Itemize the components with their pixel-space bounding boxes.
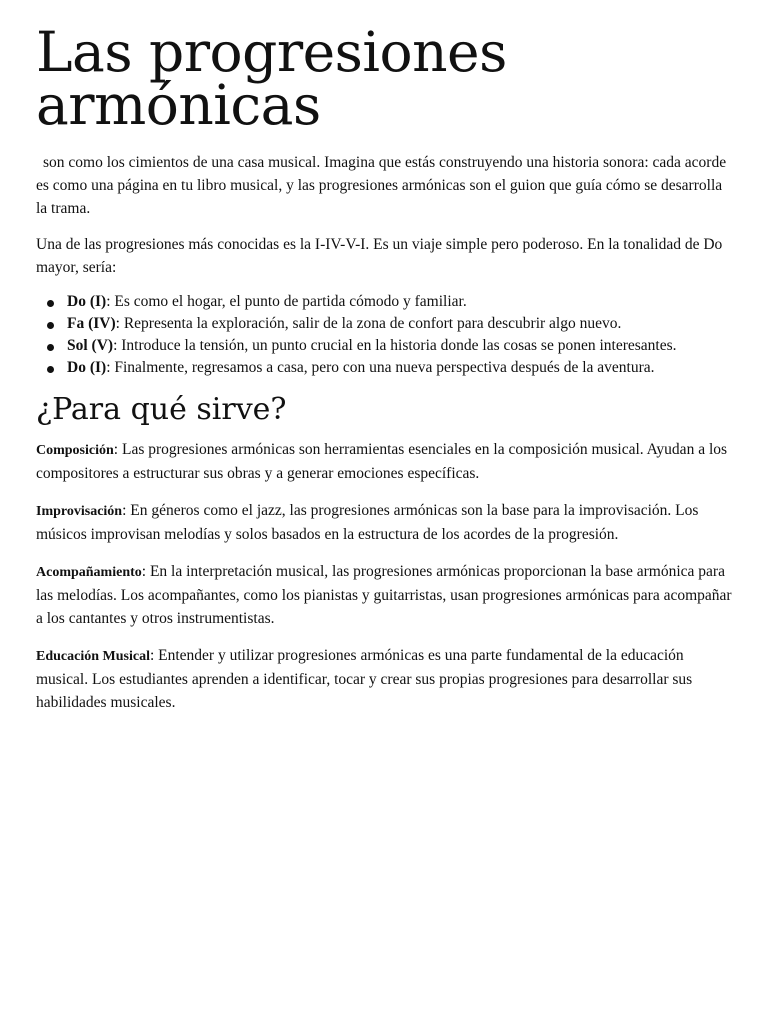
chord-term: Do (I) [67,293,107,310]
use-term: Composición [36,443,114,458]
list-item [67,335,732,357]
list-item [67,313,732,335]
use-description: : En la interpretación musical, las progresiones armónicas proporcionan la base armónica para las melodías. Los acompañantes, como los pianistas y guitarristas, usan progresiones armónicas para acompañar a los cantantes y otros instrumentistas. [36,563,732,627]
section-heading: ¿Para qué sirve? [36,392,287,427]
chord-term: Do (I) [67,359,107,376]
progression-list [36,291,732,379]
use-description: : En géneros como el jazz, las progresiones armónicas son la base para la improvisación. Los músicos improvisan melodías y solos basados en la estructura de los acordes de la progresión. [36,502,699,543]
page-title: Las progresiones armónicas [36,20,507,137]
list-item [67,291,732,313]
chord-description: : Representa la exploración, salir de la zona de confort para descubrir algo nuevo. [115,315,622,332]
use-description: : Entender y utilizar progresiones armónicas es una parte fundamental de la educación musical. Los estudiantes aprenden a identificar, tocar y crear sus propias progresiones para desarrollar sus habilidades musicales. [36,647,693,711]
list-item [67,357,732,379]
bullet-icon [47,322,54,329]
use-term: Acompañamiento [36,565,142,580]
chord-description: : Introduce la tensión, un punto crucial en la historia donde las cosas se ponen interesantes. [113,337,677,354]
progression-intro-paragraph: Una de las progresiones más conocidas es la I-IV-V-I. Es un viaje simple pero poderoso. En la tonalidad de Do mayor, sería: [36,236,723,276]
use-term: Improvisación [36,504,123,519]
bullet-icon [47,366,54,373]
bullet-icon [47,344,54,351]
chord-description: : Es como el hogar, el punto de partida cómodo y familiar. [106,293,467,310]
use-paragraph [36,644,732,714]
use-paragraph [36,499,732,546]
chord-term: Fa (IV) [67,315,116,332]
use-paragraph [36,560,732,630]
use-term: Educación Musical [36,649,150,664]
use-description: : Las progresiones armónicas son herramientas esenciales en la composición musical. Ayudan a los compositores a estructurar sus obras y a generar emociones específicas. [36,441,728,482]
use-paragraph [36,438,732,485]
chord-description: : Finalmente, regresamos a casa, pero con una nueva perspectiva después de la aventura. [106,359,655,376]
intro-paragraph: son como los cimientos de una casa musical. Imagina que estás construyendo una historia sonora: cada acorde es como una página en tu libro musical, y las progresiones armónicas son el guion que guía cómo se desarrolla la trama. [36,154,727,217]
bullet-icon [47,300,54,307]
chord-term: Sol (V) [67,337,114,354]
